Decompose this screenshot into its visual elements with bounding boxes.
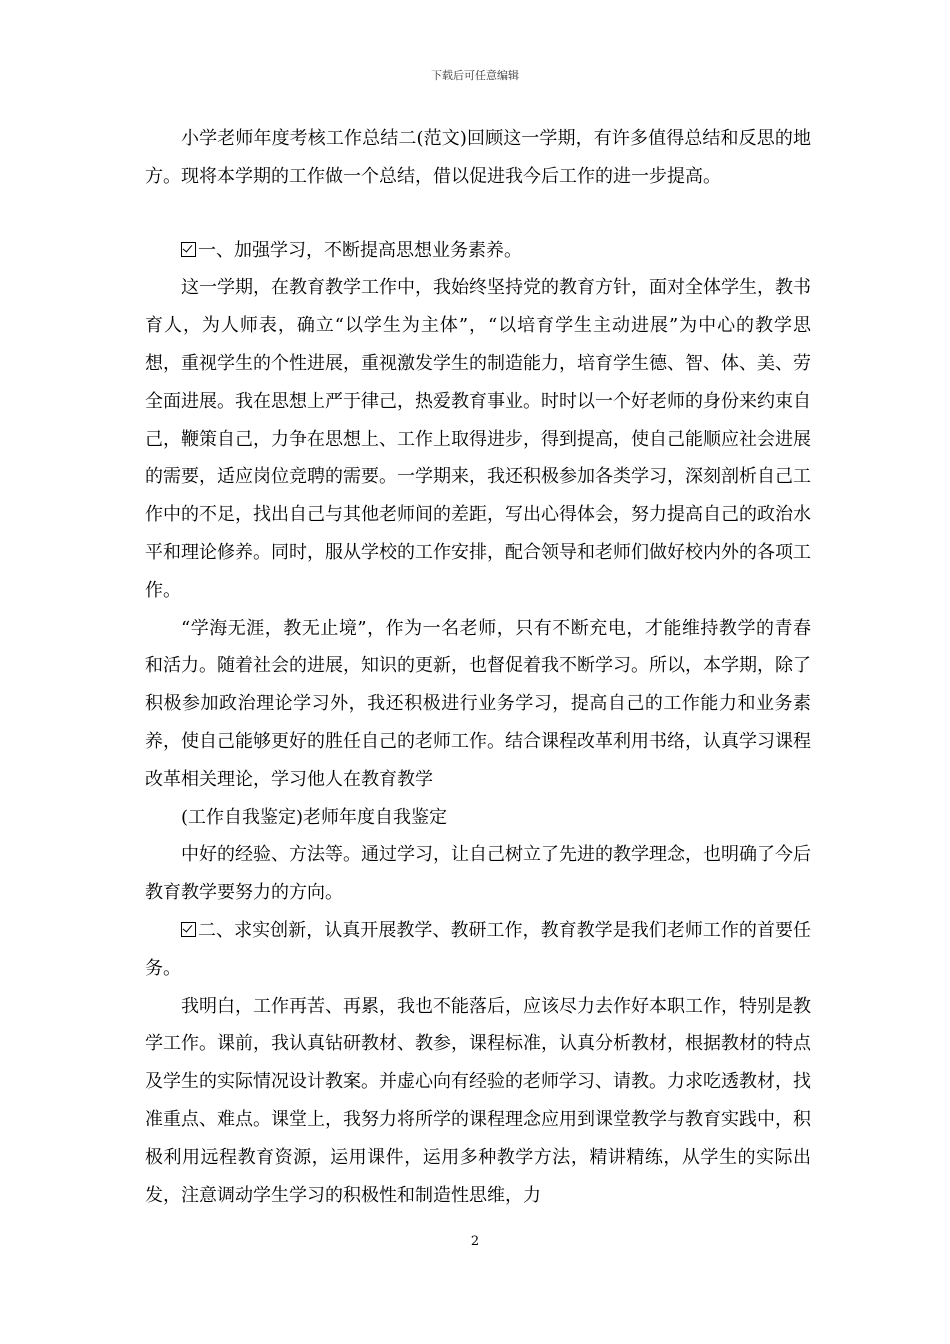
paragraph-text: 这一学期，在教育教学工作中，我始终坚持党的教育方针，面对全体学生，教书育人，为人师表，确立“以学生为主体”，“以培育学生主动进展”为中心的教学思想，重视学生的个性进展，重视激发学生的制造能力，培育学生德、智、体、美、劳全面进展。我在思想上严于律己，热爱教育事业。时时以一个好老师的身份来约束自己，鞭策自己，力争在思想上、工作上取得进步，得到提高，使自己能顺应社会进展的需要，适应岗位竞聘的需要。一学期来，我还积极参加各类学习，深刻剖析自己工作中的不足，找出自己与其他老师间的差距，写出心得体会，努力提高自己的政治水平和理论修养。同时，服从学校的工作安排，配合领导和老师们做好校内外的各项工作。 <box>145 277 811 601</box>
section-heading-1 <box>145 232 811 270</box>
paragraph-text: “学海无涯，教无止境”，作为一名老师，只有不断充电，才能维持教学的青春和活力。随着社会的进展，知识的更新，也督促着我不断学习。所以，本学期，除了积极参加政治理论学习外，我还积极进行业务学习，提高自己的工作能力和业务素养，使自己能够更好的胜任自己的老师工作。结合课程改革利用书络，认真学习课程改革相关理论，学习他人在教育教学 <box>145 617 811 790</box>
body-paragraph <box>145 269 811 609</box>
page-header: 下载后可任意编辑 <box>431 69 519 82</box>
heading-text: 一、加强学习，不断提高思想业务素养。 <box>198 239 522 261</box>
body-paragraph <box>145 836 811 912</box>
checkbox-icon <box>181 922 196 937</box>
inline-title <box>145 799 811 837</box>
section-heading-2 <box>145 912 811 988</box>
intro-paragraph <box>145 120 811 196</box>
body-paragraph <box>145 988 811 1215</box>
paragraph-text: 中好的经验、方法等。通过学习，让自己树立了先进的教学理念，也明确了今后教育教学要努力的方向。 <box>145 844 811 904</box>
paragraph-text: 我明白，工作再苦、再累，我也不能落后，应该尽力去作好本职工作，特别是教学工作。课前，我认真钻研教材、教参，课程标准，认真分析教材，根据教材的特点及学生的实际情况设计教案。并虚心向有经验的老师学习、请教。力求吃透教材，找准重点、难点。课堂上，我努力将所学的课程理念应用到课堂教学与教育实践中，积极利用远程教育资源，运用课件，运用多种教学方法，精讲精练，从学生的实际出发，注意调动学生学习的积极性和制造性思维，力 <box>145 995 811 1206</box>
document-body <box>145 120 811 1214</box>
page-number: 2 <box>470 1234 480 1249</box>
checkbox-icon <box>181 242 196 257</box>
body-paragraph <box>145 610 811 799</box>
paragraph-text: 小学老师年度考核工作总结二(范文)回顾这一学期，有许多值得总结和反思的地方。现将本学期的工作做一个总结，借以促进我今后工作的进一步提高。 <box>145 128 811 187</box>
paragraph-text: (工作自我鉴定)老师年度自我鉴定 <box>181 806 448 828</box>
heading-text: 二、求实创新，认真开展教学、教研工作，教育教学是我们老师工作的首要任务。 <box>145 919 811 979</box>
